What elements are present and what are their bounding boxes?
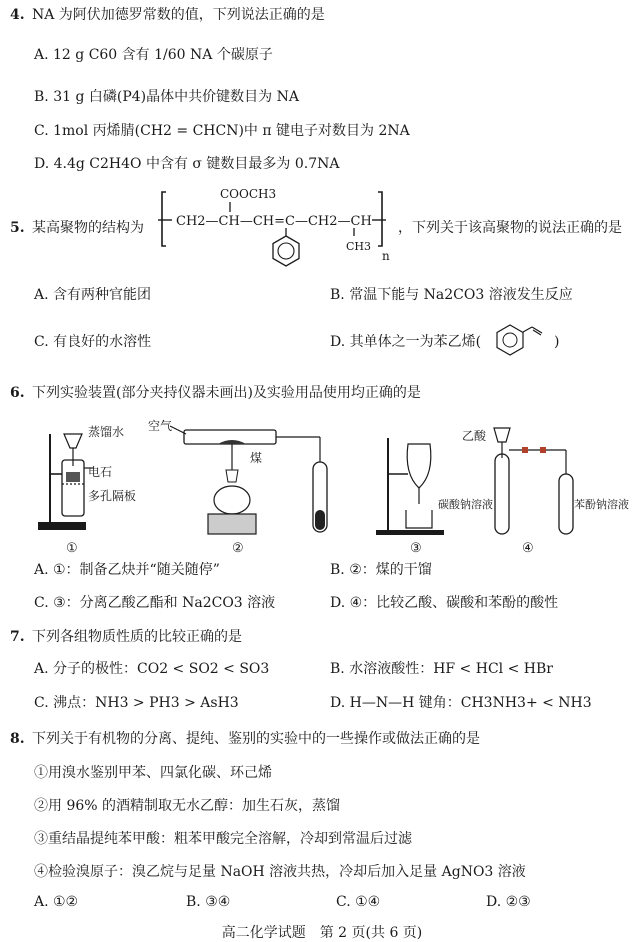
q8-option-b: B. ③④ xyxy=(186,894,231,910)
q5-stem-suffix: ，下列关于该高聚物的说法正确的是 xyxy=(398,220,622,236)
q5-option-a: A. 含有两种官能团 xyxy=(34,287,152,303)
q7-number: 7. xyxy=(10,629,25,645)
apparatus-1-label: ① xyxy=(66,541,78,556)
sodium-phenolate-label: 苯酚钠溶液 xyxy=(574,498,629,511)
apparatus-3 xyxy=(376,438,444,556)
q5-option-b: B. 常温下能与 Na2CO3 溶液发生反应 xyxy=(330,287,573,303)
q6-stem: 下列实验装置(部分夹持仪器未画出)及实验用品使用均正确的是 xyxy=(32,385,421,401)
q5-option-d-close: ) xyxy=(554,334,560,350)
acetic-acid-label: 乙酸 xyxy=(462,429,487,443)
q8-item-2: ②用 96% 的酒精制取无水乙醇：加生石灰，蒸馏 xyxy=(34,798,341,814)
q6-option-a: A. ①：制备乙炔并“随关随停” xyxy=(34,562,220,578)
q4-option-c: C. 1mol 丙烯腈(CH2 = CHCN)中 π 键电子对数目为 2NA xyxy=(34,123,410,139)
distilled-water-label: 蒸馏水 xyxy=(88,425,125,439)
apparatus-2-label: ② xyxy=(232,541,244,556)
q7-option-b: B. 水溶液酸性：HF < HCl < HBr xyxy=(330,661,553,677)
q6-option-b: B. ②：煤的干馏 xyxy=(330,562,432,578)
benzene-ring-icon xyxy=(273,236,299,266)
apparatus-figure xyxy=(36,414,629,556)
q5-option-d: D. 其单体之一为苯乙烯( xyxy=(330,334,482,350)
q4-option-d: D. 4.4g C2H4O 中含有 σ 键数目最多为 0.7NA xyxy=(34,156,340,172)
q7-option-d: D. H—N—H 键角：CH3NH3+ < NH3 xyxy=(330,695,592,711)
q4-number: 4. xyxy=(10,7,25,23)
main-chain-label: CH2—CH—CH=C—CH2—CH xyxy=(176,214,372,229)
apparatus-2 xyxy=(148,418,327,556)
styrene-structure-icon xyxy=(494,325,548,355)
q7-option-a: A. 分子的极性：CO2 < SO2 < SO3 xyxy=(34,661,270,677)
methyl-label: CH3 xyxy=(346,240,372,253)
repeat-n-label: n xyxy=(382,249,390,263)
sodium-carbonate-label: 碳酸钠溶液 xyxy=(438,498,493,511)
q6-number: 6. xyxy=(10,385,25,401)
q4-option-b: B. 31 g 白磷(P4)晶体中共价键数目为 NA xyxy=(34,89,299,105)
q8-option-a: A. ①② xyxy=(34,894,79,910)
coal-label: 煤 xyxy=(250,451,263,465)
air-label: 空气 xyxy=(148,419,173,433)
polymer-structure xyxy=(158,186,390,270)
apparatus-3-label: ③ xyxy=(410,541,422,556)
q5-number: 5. xyxy=(10,220,25,236)
q4-stem: NA 为阿伏加德罗常数的值，下列说法正确的是 xyxy=(32,7,325,23)
q6-option-c: C. ③：分离乙酸乙酯和 Na2CO3 溶液 xyxy=(34,595,276,611)
q5-stem-prefix: 某高聚物的结构为 xyxy=(32,220,144,236)
porous-plate-label: 多孔隔板 xyxy=(88,489,137,503)
q8-option-c: C. ①④ xyxy=(336,894,381,910)
q7-option-c: C. 沸点：NH3 > PH3 > AsH3 xyxy=(34,695,239,711)
q5-option-c: C. 有良好的水溶性 xyxy=(34,334,152,350)
q4-option-a: A. 12 g C60 含有 1/60 NA 个碳原子 xyxy=(34,47,273,63)
q6-option-d: D. ④：比较乙酸、碳酸和苯酚的酸性 xyxy=(330,595,559,611)
q7-stem: 下列各组物质性质的比较正确的是 xyxy=(32,629,242,645)
q8-item-1: ①用溴水鉴别甲苯、四氯化碳、环己烯 xyxy=(34,765,272,781)
apparatus-4 xyxy=(438,428,629,556)
q8-item-3: ③重结晶提纯苯甲酸：粗苯甲酸完全溶解，冷却到常温后过滤 xyxy=(34,831,412,847)
q8-item-4: ④检验溴原子：溴乙烷与足量 NaOH 溶液共热，冷却后加入足量 AgNO3 溶液 xyxy=(34,864,526,880)
ester-group-label: COOCH3 xyxy=(220,187,277,201)
q8-number: 8. xyxy=(10,731,25,747)
apparatus-1 xyxy=(38,424,136,556)
q8-stem: 下列关于有机物的分离、提纯、鉴别的实验中的一些操作或做法正确的是 xyxy=(32,731,480,747)
carbide-label: 电石 xyxy=(88,465,113,479)
apparatus-4-label: ④ xyxy=(522,541,534,556)
page-footer: 高二化学试题 第 2 页(共 6 页) xyxy=(221,925,423,941)
q8-option-d: D. ②③ xyxy=(486,894,531,910)
